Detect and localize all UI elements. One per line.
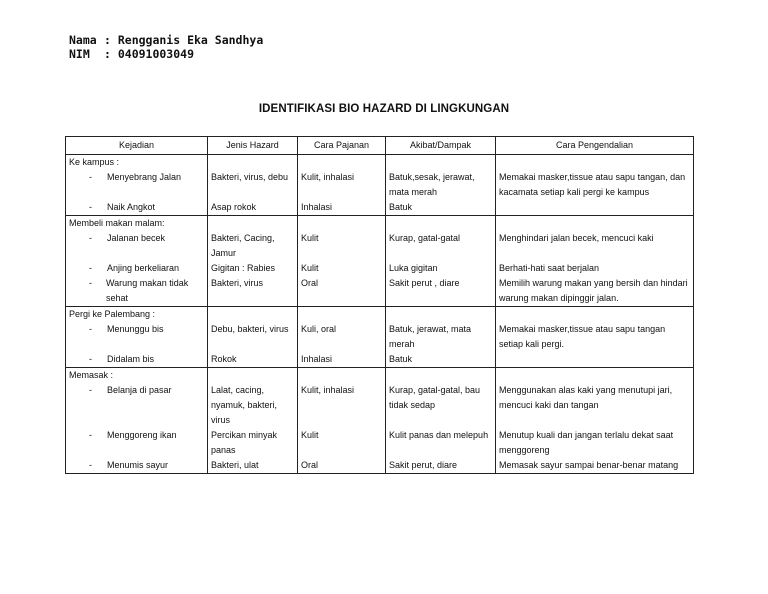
table-cell (208, 307, 298, 323)
pengendalian-cell (496, 200, 694, 216)
pajanan-cell: Inhalasi (298, 352, 386, 368)
section-heading: Membeli makan malam: (66, 216, 208, 232)
section-heading: Memasak : (66, 368, 208, 384)
table-row (66, 322, 694, 352)
event-label: Menyebrang Jalan (107, 172, 182, 182)
pajanan-cell: Kulit (298, 231, 386, 261)
hazard-cell: Rokok (208, 352, 298, 368)
bullet-dash: - (89, 385, 92, 395)
column-header: Kejadian (66, 137, 208, 155)
table-cell (208, 155, 298, 171)
pajanan-cell: Kulit, inhalasi (298, 170, 386, 200)
list-item (69, 261, 204, 276)
event-cell (66, 231, 208, 261)
document-title: IDENTIFIKASI BIO HAZARD DI LINGKUNGAN (258, 103, 510, 115)
dampak-cell: Batuk, jerawat, mata merah (386, 322, 496, 352)
pengendalian-cell: Menutup kuali dan jangan terlalu dekat saat menggoreng (496, 428, 694, 458)
table-cell (298, 368, 386, 384)
section-heading: Ke kampus : (66, 155, 208, 171)
bullet-dash: - (89, 278, 92, 288)
student-header (69, 33, 263, 61)
list-item (69, 200, 204, 215)
event-label: Menunggu bis (107, 324, 164, 334)
pajanan-cell: Kulit, inhalasi (298, 383, 386, 428)
table-cell (386, 216, 496, 232)
event-cell (66, 170, 208, 200)
hazard-cell: Bakteri, ulat (208, 458, 298, 474)
hazard-cell: Lalat, cacing, nyamuk, bakteri, virus (208, 383, 298, 428)
table-cell (386, 368, 496, 384)
dampak-cell: Kulit panas dan melepuh (386, 428, 496, 458)
hazard-cell: Bakteri, virus, debu (208, 170, 298, 200)
event-label: Menumis sayur (107, 460, 169, 470)
dampak-cell: Batuk (386, 200, 496, 216)
pengendalian-cell: Memasak sayur sampai benar-benar matang (496, 458, 694, 474)
dampak-cell: Sakit perut , diare (386, 276, 496, 307)
pengendalian-cell: Memakai masker,tissue atau sapu tangan setiap kali pergi. (496, 322, 694, 352)
column-header: Jenis Hazard (208, 137, 298, 155)
hazard-cell: Bakteri, Cacing, Jamur (208, 231, 298, 261)
table-cell (298, 307, 386, 323)
table-cell (208, 216, 298, 232)
column-header: Akibat/Dampak (386, 137, 496, 155)
section-heading-row (66, 216, 694, 232)
table-row (66, 352, 694, 368)
pajanan-cell: Oral (298, 276, 386, 307)
table-cell (496, 307, 694, 323)
section-heading-row (66, 368, 694, 384)
bullet-dash: - (89, 354, 92, 364)
pajanan-cell: Kulit (298, 428, 386, 458)
table-row (66, 200, 694, 216)
hazard-cell: Debu, bakteri, virus (208, 322, 298, 352)
bullet-dash: - (89, 233, 92, 243)
section-heading-row (66, 307, 694, 323)
pengendalian-cell: Menggunakan alas kaki yang menutupi jari, mencuci kaki dan tangan (496, 383, 694, 428)
dampak-cell: Sakit perut, diare (386, 458, 496, 474)
event-label: Belanja di pasar (107, 385, 172, 395)
name-line (69, 33, 263, 47)
table-cell (298, 216, 386, 232)
event-label: Warung makan tidak sehat (106, 278, 189, 303)
section-heading-row (66, 155, 694, 171)
table-cell (386, 155, 496, 171)
column-header: Cara Pengendalian (496, 137, 694, 155)
table-row (66, 231, 694, 261)
hazard-cell: Bakteri, virus (208, 276, 298, 307)
bullet-dash: - (89, 430, 92, 440)
bullet-dash: - (89, 263, 92, 273)
bullet-dash: - (89, 324, 92, 334)
list-item (69, 383, 204, 398)
list-item (69, 428, 204, 443)
table-cell (386, 307, 496, 323)
dampak-cell: Kurap, gatal-gatal (386, 231, 496, 261)
name-value: : Rengganis Eka Sandhya (104, 33, 264, 47)
event-label: Menggoreng ikan (107, 430, 177, 440)
event-cell (66, 261, 208, 276)
list-item (69, 458, 204, 473)
table-header-row (66, 137, 694, 155)
list-item (69, 170, 204, 185)
pengendalian-cell: Memilih warung makan yang bersih dan hindari warung makan dipinggir jalan. (496, 276, 694, 307)
hazard-cell: Asap rokok (208, 200, 298, 216)
table-row (66, 261, 694, 276)
pengendalian-cell: Memakai masker,tissue atau sapu tangan, dan kacamata setiap kali pergi ke kampus (496, 170, 694, 200)
event-label: Didalam bis (107, 354, 155, 364)
hazard-cell: Gigitan : Rabies (208, 261, 298, 276)
pajanan-cell: Kuli, oral (298, 322, 386, 352)
dampak-cell: Batuk (386, 352, 496, 368)
table-row (66, 170, 694, 200)
event-cell (66, 428, 208, 458)
table-cell (496, 368, 694, 384)
event-label: Naik Angkot (107, 202, 156, 212)
pajanan-cell: Inhalasi (298, 200, 386, 216)
nim-label: NIM (69, 47, 90, 61)
bullet-dash: - (89, 202, 92, 212)
dampak-cell: Luka gigitan (386, 261, 496, 276)
column-header: Cara Pajanan (298, 137, 386, 155)
table-cell (496, 216, 694, 232)
event-cell (66, 200, 208, 216)
table-row (66, 428, 694, 458)
nim-line (69, 47, 263, 61)
hazard-cell: Percikan minyak panas (208, 428, 298, 458)
pajanan-cell: Oral (298, 458, 386, 474)
pengendalian-cell (496, 352, 694, 368)
bullet-dash: - (89, 460, 92, 470)
dampak-cell: Kurap, gatal-gatal, bau tidak sedap (386, 383, 496, 428)
section-heading: Pergi ke Palembang : (66, 307, 208, 323)
event-cell (66, 352, 208, 368)
bullet-dash: - (89, 172, 92, 182)
table-cell (496, 155, 694, 171)
table-cell (208, 368, 298, 384)
dampak-cell: Batuk,sesak, jerawat, mata merah (386, 170, 496, 200)
event-cell (66, 458, 208, 474)
table-row (66, 276, 694, 307)
event-cell (66, 322, 208, 352)
table-body (66, 155, 694, 474)
event-cell (66, 383, 208, 428)
list-item (69, 352, 204, 367)
event-cell (66, 276, 208, 307)
pengendalian-cell: Berhati-hati saat berjalan (496, 261, 694, 276)
list-item (69, 322, 204, 337)
list-item (69, 276, 204, 306)
table-row (66, 383, 694, 428)
pajanan-cell: Kulit (298, 261, 386, 276)
event-label: Jalanan becek (107, 233, 166, 243)
nim-value: : 04091003049 (104, 47, 195, 61)
name-label: Nama (69, 33, 97, 47)
list-item (69, 231, 204, 246)
table-cell (298, 155, 386, 171)
hazard-table (65, 136, 694, 474)
event-label: Anjing berkeliaran (107, 263, 180, 273)
table-row (66, 458, 694, 474)
pengendalian-cell: Menghindari jalan becek, mencuci kaki (496, 231, 694, 261)
